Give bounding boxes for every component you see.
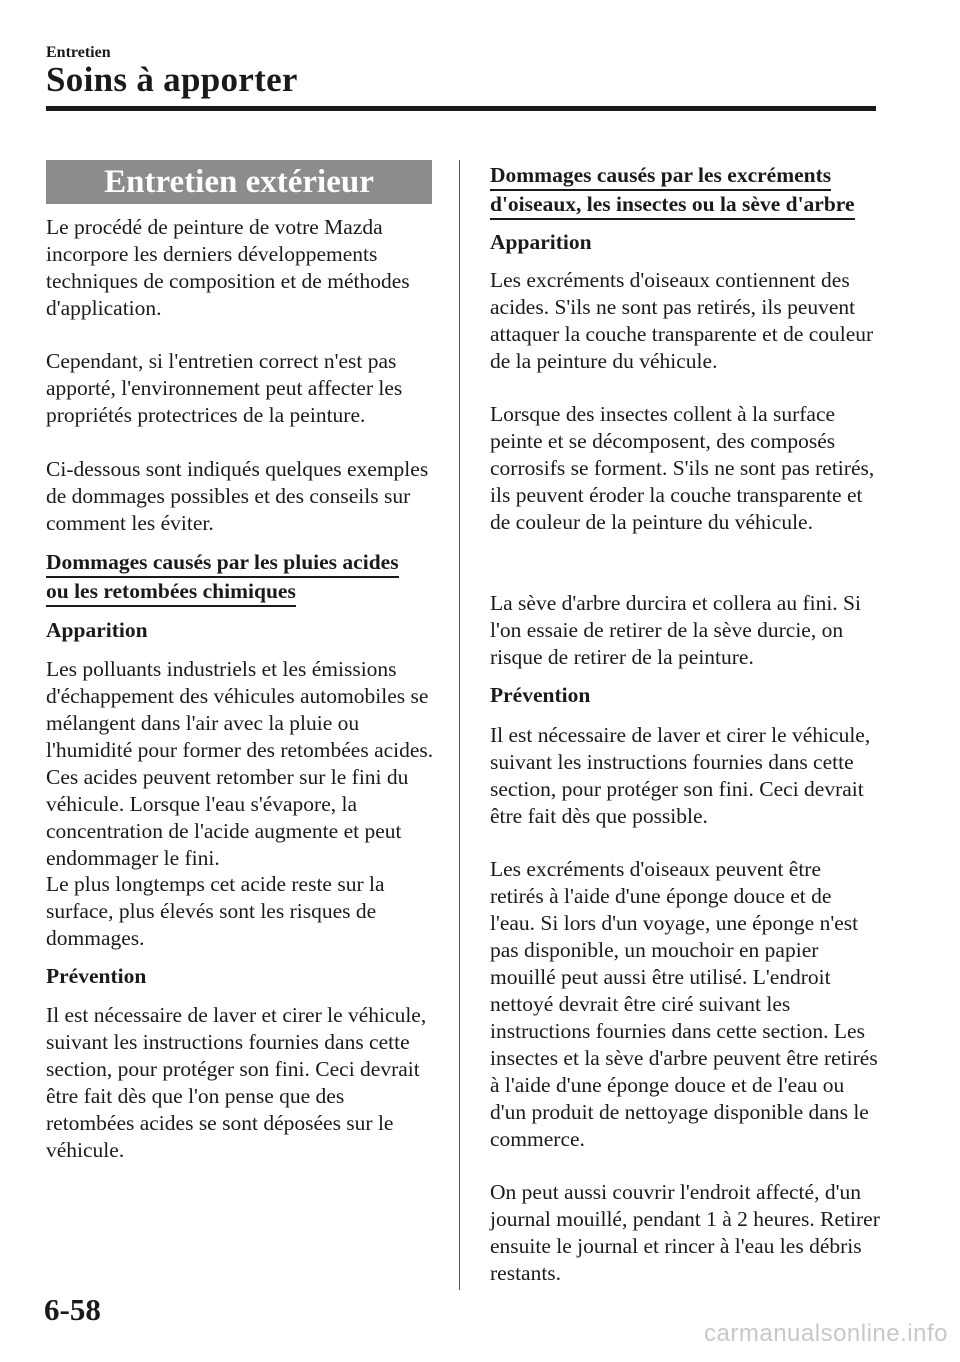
acid-prevention-label: Prévention — [46, 964, 147, 988]
acid-prevention-text: Il est nécessaire de laver et cirer le véhicule, suivant les instructions fournies dans cette section, pour protéger son fini. Ceci devrait être fait dès que l'on pense que des retombées acides se sont déposées sur le véhicule. — [46, 1003, 427, 1162]
bird-insect-heading-line2: d'oiseaux, les insectes ou la sève d'arbre — [490, 191, 855, 220]
acid-rain-heading-line2: ou les retombées chimiques — [46, 578, 296, 607]
bird-insect-heading — [490, 162, 890, 220]
acid-rain-heading-line1: Dommages causés par les pluies acides — [46, 549, 399, 578]
bird-prevention-text-2: Les excréments d'oiseaux peuvent être retirés à l'aide d'une éponge douce et de l'eau. Si lors d'un voyage, une éponge n'est pas disponible, un mouchoir en papier mouillé peut aussi être utilisé. L'endroit nettoyé devrait être ciré suivant les instructions fournies dans cette section. Les insectes et la sève d'arbre peuvent être retirés à l'aide d'une éponge douce et de l'eau ou d'un produit de nettoyage disponible dans le commerce. — [490, 857, 878, 1151]
bird-prevention-label: Prévention — [490, 683, 591, 707]
page-number: 6-58 — [44, 1292, 101, 1327]
bird-apparition-text-2: Lorsque des insectes collent à la surface peinte et se décomposent, des composés corrosifs se forment. S'ils ne sont pas retirés, ils peuvent éroder la couche transparente et de couleur de la peinture du véhicule. — [490, 402, 875, 534]
bird-insect-heading-line1: Dommages causés par les excréments — [490, 162, 831, 191]
section-banner: Entretien extérieur — [46, 160, 432, 204]
page-title: Soins à apporter — [46, 60, 298, 99]
acid-rain-heading — [46, 549, 446, 607]
header-rule — [46, 106, 876, 111]
bird-apparition-text-3: La sève d'arbre durcira et collera au fini. Si l'on essaie de retirer de la sève durcie, on risque de retirer de la peinture. — [490, 591, 861, 669]
bird-apparition-label: Apparition — [490, 230, 592, 254]
intro-paragraph-2: Cependant, si l'entretien correct n'est pas apporté, l'environnement peut affecter les propriétés protectrices de la peinture. — [46, 349, 403, 427]
acid-apparition-label: Apparition — [46, 618, 148, 642]
intro-paragraph-1: Le procédé de peinture de votre Mazda incorpore les derniers développements techniques de composition et de méthodes d'application. — [46, 215, 410, 320]
watermark: carmanualsonline.info — [704, 1320, 948, 1347]
acid-apparition-text: Les polluants industriels et les émissions d'échappement des véhicules automobiles se mélangent dans l'air avec la pluie ou l'humidité pour former des retombées acides. Ces acides peuvent retomber sur le fini du véhicule. Lorsque l'eau s'évapore, la concentration de l'acide augmente et peut endommager le fini. — [46, 657, 434, 870]
bird-prevention-text-3: On peut aussi couvrir l'endroit affecté, d'un journal mouillé, pendant 1 à 2 heures. Retirer ensuite le journal et rincer à l'eau les débris restants. — [490, 1180, 880, 1285]
section-label: Entretien — [46, 44, 111, 61]
acid-apparition-text-2: Le plus longtemps cet acide reste sur la surface, plus élevés sont les risques de dommages. — [46, 872, 385, 950]
intro-paragraph-3: Ci-dessous sont indiqués quelques exemples de dommages possibles et des conseils sur comment les éviter. — [46, 457, 429, 535]
column-divider — [459, 160, 460, 1290]
bird-prevention-text-1: Il est nécessaire de laver et cirer le véhicule, suivant les instructions fournies dans cette section, pour protéger son fini. Ceci devrait être fait dès que possible. — [490, 723, 871, 828]
bird-apparition-text-1: Les excréments d'oiseaux contiennent des acides. S'ils ne sont pas retirés, ils peuvent attaquer la couche transparente et de couleur de la peinture du véhicule. — [490, 268, 874, 373]
